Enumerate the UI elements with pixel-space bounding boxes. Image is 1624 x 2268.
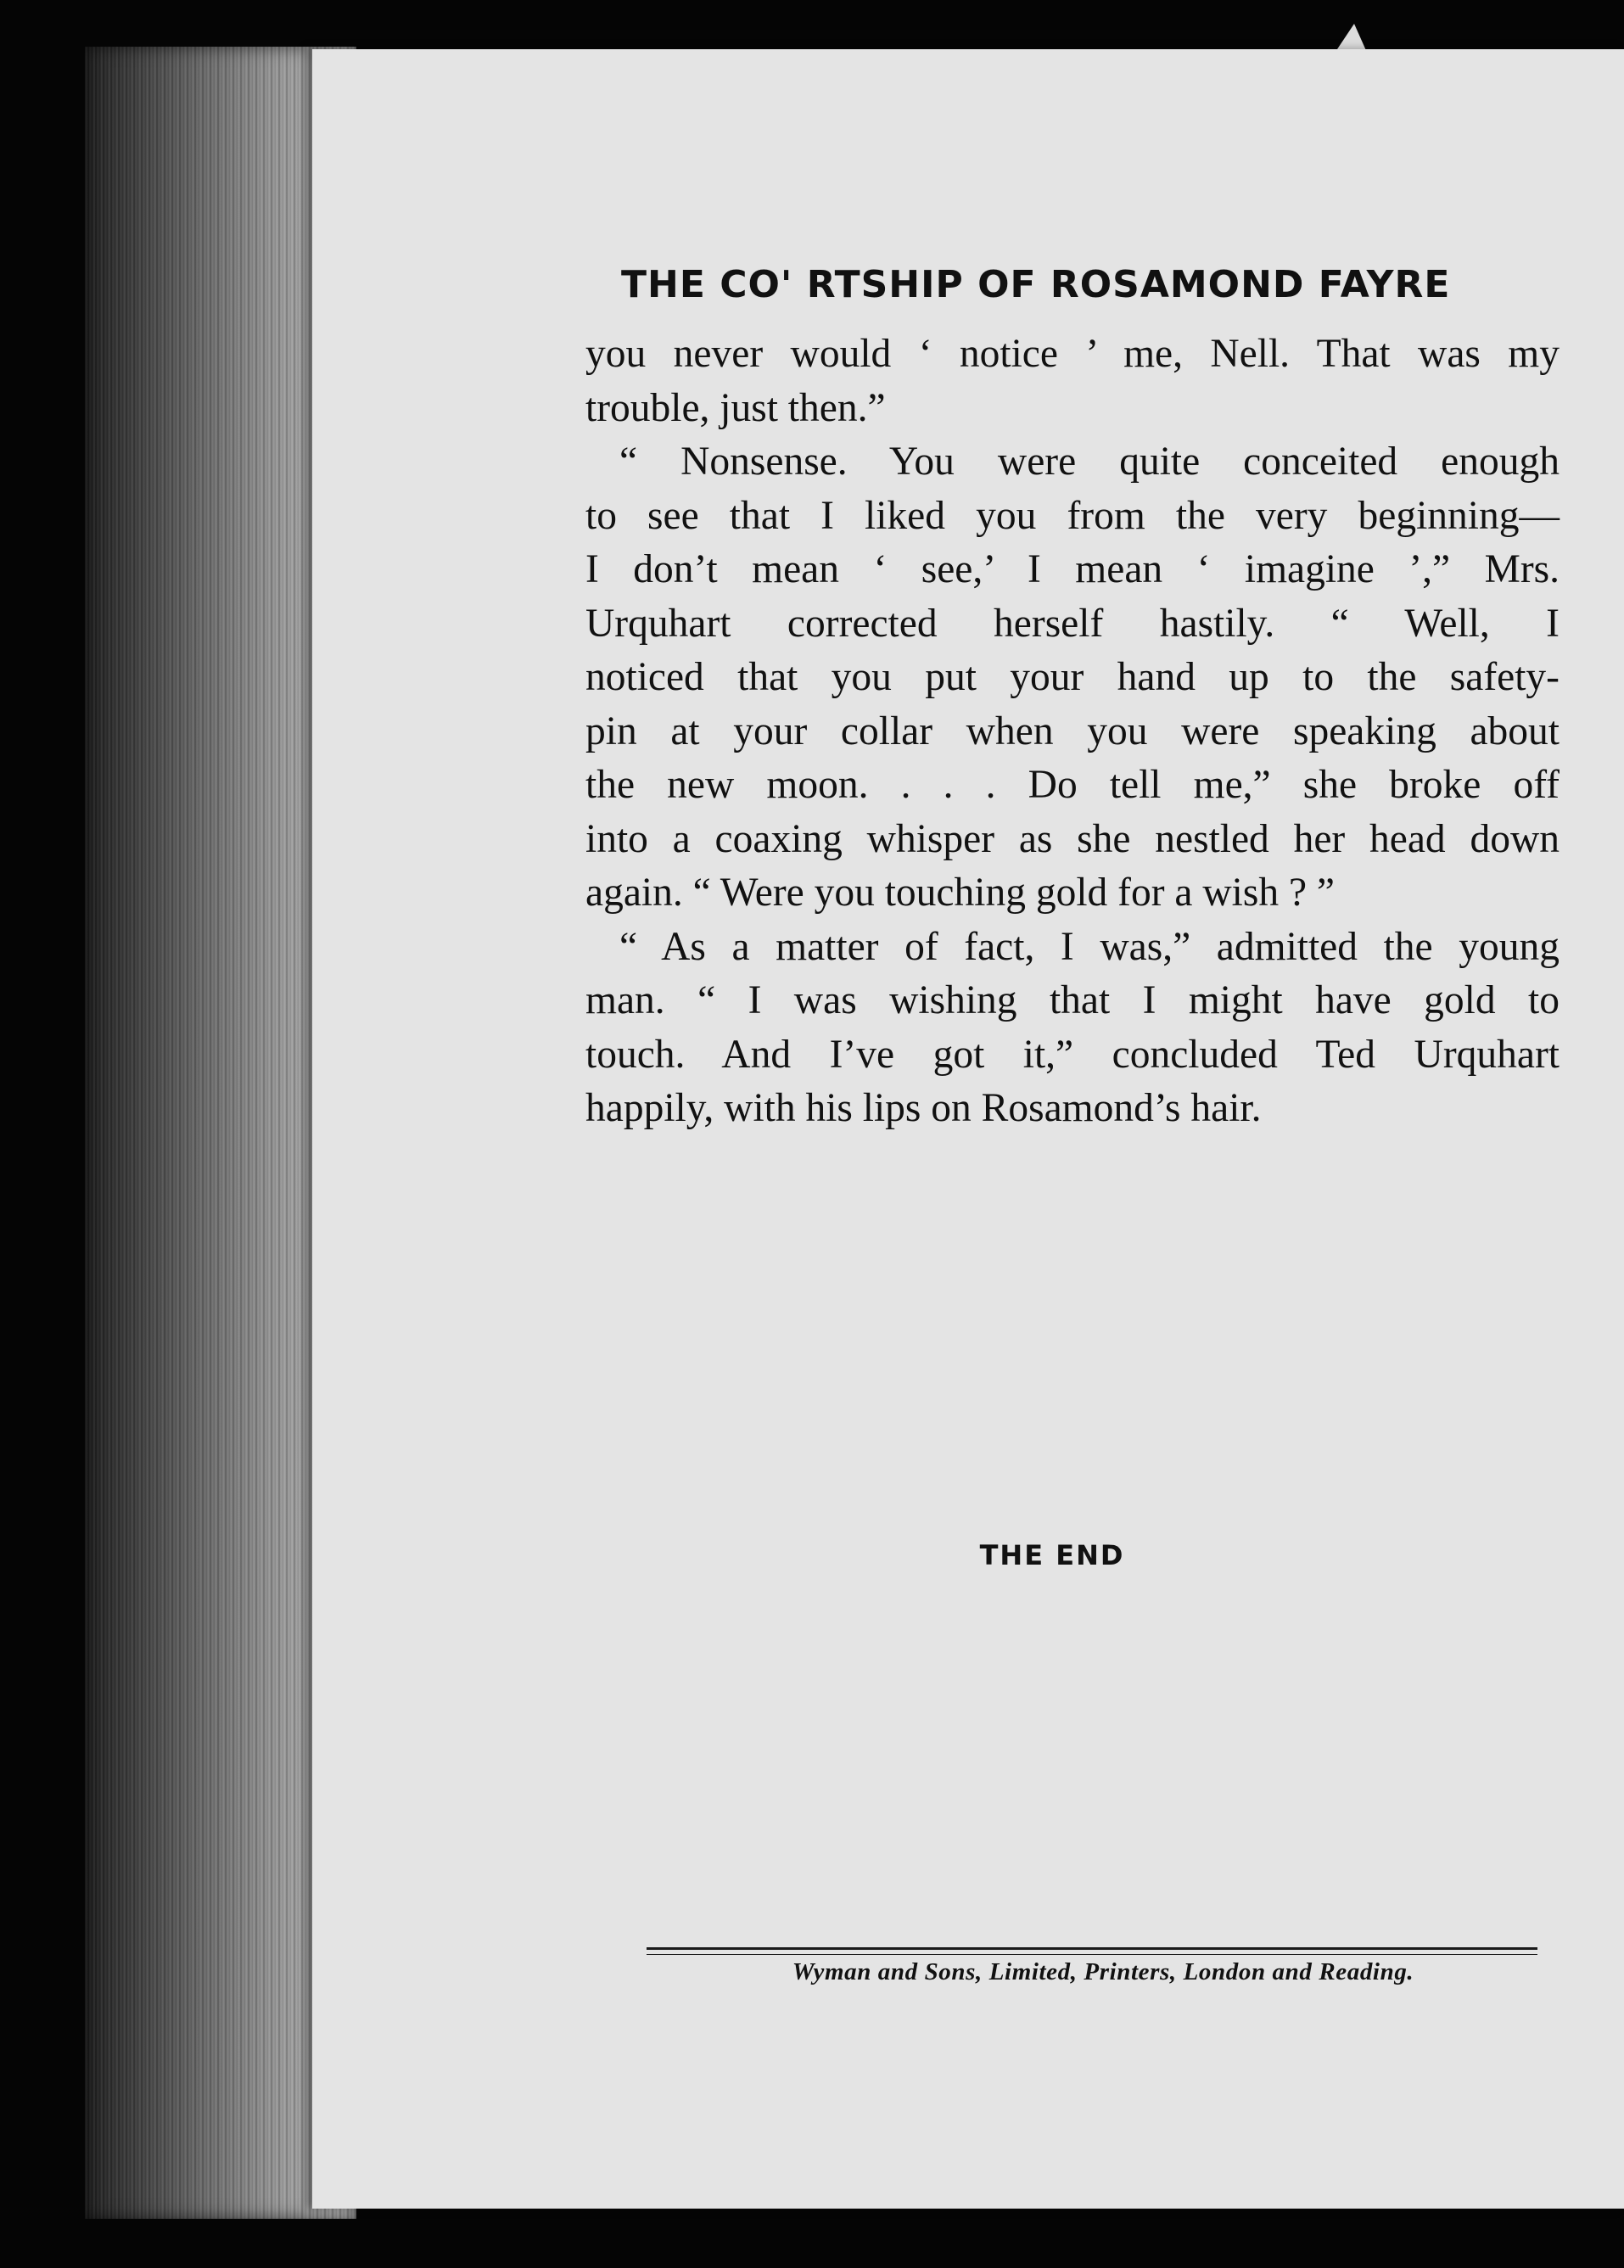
imprint-rule-thin [647, 1954, 1537, 1955]
text-line: I don’t mean ‘ see,’ I mean ‘ imagine ’,” Mrs. [585, 547, 1560, 591]
text-line: noticed that you put your hand up to the safety- [585, 655, 1560, 699]
text-line: again. “ Were you touching gold for a wish ? ” [585, 871, 1336, 915]
text-line: man. “ I was wishing that I might have gold to [585, 978, 1560, 1022]
body-text [585, 328, 1560, 1136]
text-line: the new moon. . . . Do tell me,” she broke off [585, 763, 1560, 807]
text-line: into a coaxing whisper as she nestled her head down [585, 816, 1560, 861]
text-line: Urquhart corrected herself hastily. “ Well, I [585, 601, 1560, 646]
text-line: to see that I liked you from the very beginning— [585, 493, 1560, 538]
running-head: THE CO' RTSHIP OF ROSAMOND FAYRE [621, 263, 1451, 306]
the-end-label: THE END [979, 1539, 1125, 1571]
imprint-rule [647, 1947, 1537, 1950]
text-line: trouble, just then.” [585, 385, 886, 430]
text-line: happily, with his lips on Rosamond’s hair. [585, 1086, 1262, 1130]
printer-imprint: Wyman and Sons, Limited, Printers, London and Reading. [792, 1958, 1414, 1985]
text-line: pin at your collar when you were speaking about [585, 708, 1560, 753]
text-line: touch. And I’ve got it,” concluded Ted Urquhart [585, 1032, 1560, 1077]
text-line: “ As a matter of fact, I was,” admitted the young [619, 924, 1560, 969]
text-line: you never would ‘ notice ’ me, Nell. That was my [585, 332, 1560, 376]
text-line: “ Nonsense. You were quite conceited enough [619, 440, 1560, 484]
